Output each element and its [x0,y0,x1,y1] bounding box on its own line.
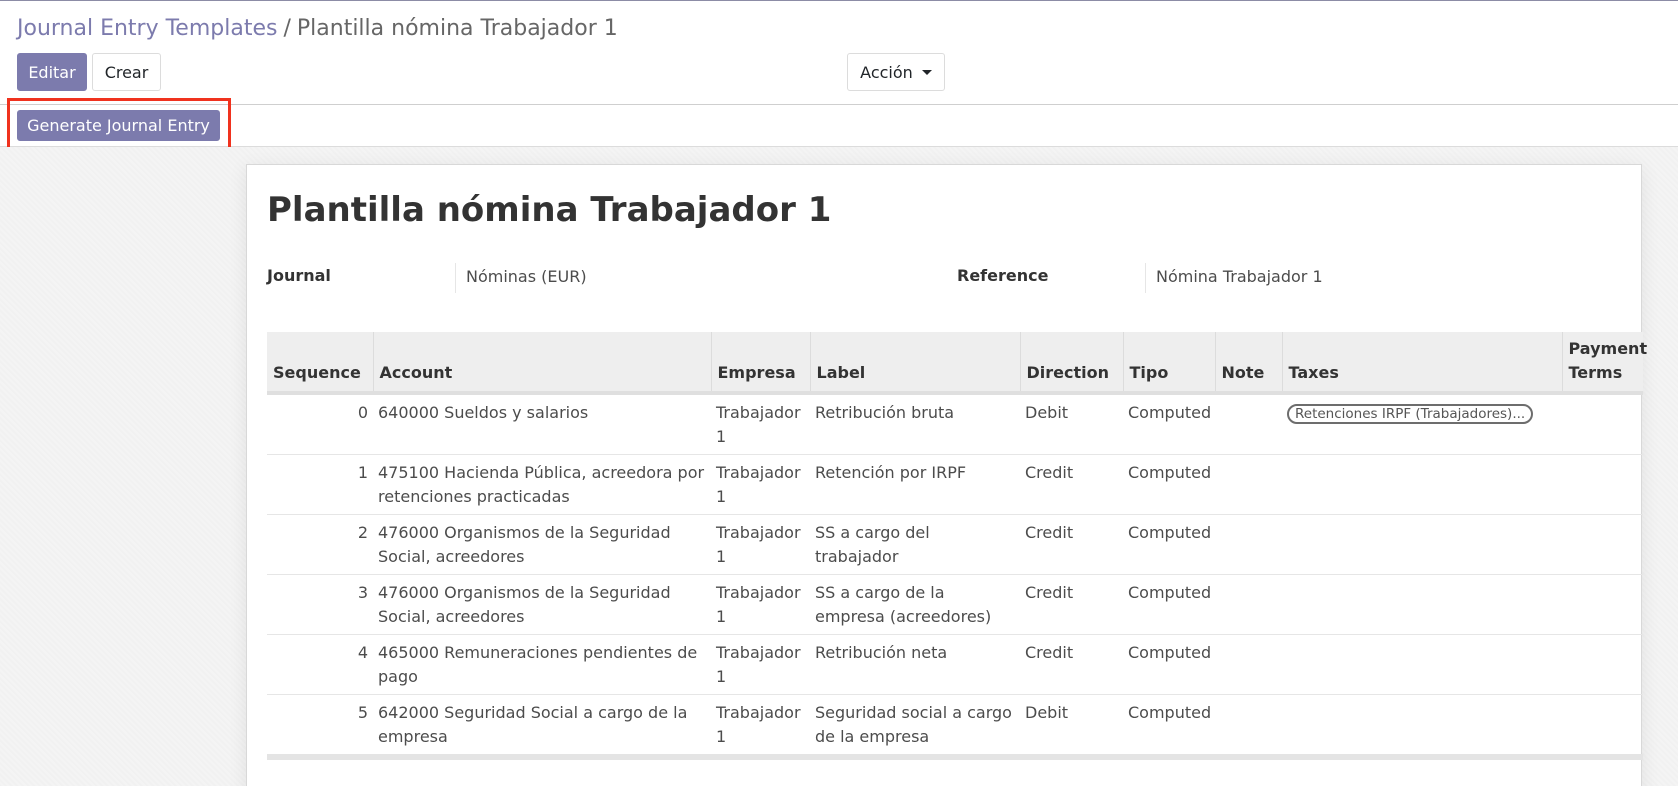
cell-empresa: Trabajador 1 [711,455,810,515]
table-row[interactable] [267,393,1643,455]
control-panel [0,1,1678,104]
cell-payment-terms [1562,393,1643,455]
cell-tipo: Computed [1123,695,1215,755]
template-lines-table [267,332,1648,760]
cell-note [1215,635,1282,695]
cell-label: Retención por IRPF [810,455,1020,515]
cell-payment-terms [1562,635,1643,695]
cell-payment-terms [1562,575,1643,635]
table-row[interactable] [267,575,1643,635]
cell-sequence: 4 [267,635,373,695]
cell-tipo: Computed [1123,575,1215,635]
form-statusbar [0,105,1678,147]
cell-empresa: Trabajador 1 [711,575,810,635]
action-dropdown-button[interactable] [847,53,945,91]
cell-sequence: 3 [267,575,373,635]
column-header-payment-terms[interactable]: Payment Terms [1562,332,1643,393]
tax-tag: Retenciones IRPF (Trabajadores)... [1287,404,1533,424]
cell-sequence: 5 [267,695,373,755]
edit-button[interactable]: Editar [17,53,87,91]
cell-empresa: Trabajador 1 [716,403,801,446]
cell-taxes [1282,635,1562,695]
table-footer [267,754,1643,760]
cell-payment-terms [1562,515,1643,575]
cell-direction: Credit [1020,575,1123,635]
column-header-label[interactable]: Label [810,332,1020,393]
cell-label: SS a cargo del trabajador [810,515,1020,575]
cell-payment-terms [1562,455,1643,515]
breadcrumb-separator: / [283,16,291,41]
action-dropdown-label: Acción [860,62,913,82]
breadcrumb-current: Plantilla nómina Trabajador 1 [296,16,618,41]
cell-account: 640000 Sueldos y salarios [378,403,589,422]
cell-account: 642000 Seguridad Social a cargo de la empresa [373,695,711,755]
reference-field: Nómina Trabajador 1 [1145,263,1545,293]
column-header-empresa[interactable]: Empresa [711,332,810,393]
breadcrumb [17,16,618,41]
breadcrumb-parent-link[interactable]: Journal Entry Templates [17,16,278,41]
cell-sequence: 2 [267,515,373,575]
column-header-tipo[interactable]: Tipo [1123,332,1215,393]
cell-direction: Debit [1025,403,1069,422]
form-sheet [246,164,1648,786]
cell-note [1215,695,1282,755]
cell-label: Seguridad social a cargo de la empresa [810,695,1020,755]
cell-empresa: Trabajador 1 [711,515,810,575]
cell-tipo: Computed [1123,515,1215,575]
cell-direction: Credit [1020,635,1123,695]
cell-label: SS a cargo de la empresa (acreedores) [810,575,1020,635]
table-footer-row [267,754,1643,760]
column-header-note[interactable]: Note [1215,332,1282,393]
column-header-taxes[interactable]: Taxes [1282,332,1562,393]
cell-direction: Debit [1020,695,1123,755]
create-button[interactable]: Crear [92,53,161,91]
journal-label: Journal [267,266,331,285]
column-header-sequence[interactable]: Sequence [267,332,373,393]
record-title: Plantilla nómina Trabajador 1 [267,190,832,230]
cell-direction: Credit [1020,515,1123,575]
cell-empresa: Trabajador 1 [711,695,810,755]
column-header-direction[interactable]: Direction [1020,332,1123,393]
cell-sequence: 0 [357,403,368,422]
cell-empresa: Trabajador 1 [711,635,810,695]
cell-account: 465000 Remuneraciones pendientes de pago [373,635,711,695]
cell-note [1215,575,1282,635]
cell-account: 476000 Organismos de la Seguridad Social, acreedores [373,575,711,635]
caret-down-icon [922,70,932,75]
table-row[interactable] [267,695,1643,755]
cell-taxes [1282,695,1562,755]
cell-taxes [1282,393,1562,455]
cell-tipo: Computed [1128,403,1212,422]
cell-note [1215,393,1282,455]
cell-label: Retribución bruta [815,403,955,422]
cell-taxes [1282,515,1562,575]
table-row[interactable] [267,455,1643,515]
cell-label: Retribución neta [810,635,1020,695]
cell-account: 476000 Organismos de la Seguridad Social, acreedores [373,515,711,575]
journal-field: Nóminas (EUR) [455,263,855,293]
table-row[interactable] [267,635,1643,695]
cell-taxes [1282,455,1562,515]
cell-tipo: Computed [1123,455,1215,515]
cell-account: 475100 Hacienda Pública, acreedora por retenciones practicadas [373,455,711,515]
cell-taxes [1282,575,1562,635]
generate-journal-entry-button[interactable]: Generate Journal Entry [17,110,220,141]
cell-tipo: Computed [1123,635,1215,695]
cell-sequence: 1 [267,455,373,515]
column-header-account[interactable]: Account [373,332,711,393]
cell-payment-terms [1562,695,1643,755]
table-header-row [267,332,1643,393]
table-row[interactable] [267,515,1643,575]
cell-note [1215,455,1282,515]
cell-direction: Credit [1020,455,1123,515]
reference-label: Reference [957,266,1049,285]
cell-note [1215,515,1282,575]
